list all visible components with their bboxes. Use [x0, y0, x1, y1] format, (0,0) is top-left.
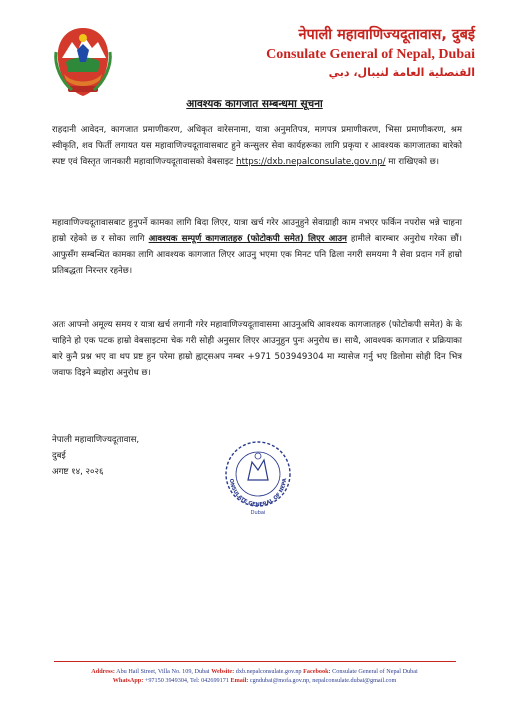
address-value: Abu Hail Street, Villa No. 109, Dubai	[114, 668, 212, 675]
whatsapp-label: WhatsApp:	[112, 677, 144, 684]
paragraph-2-emphasis: आवश्यक सम्पूर्ण कागजातहरु (फोटोकपी समेत) लिएर आउन	[148, 234, 347, 244]
signoff-city: दुबई	[52, 451, 66, 461]
website-link[interactable]: https://dxb.nepalconsulate.gov.np/	[236, 157, 386, 167]
svg-text:Dubai: Dubai	[250, 510, 266, 516]
paragraph-3: अतः आफ्नो अमूल्य समय र यात्रा खर्च लगानी गरेर महावाणिज्यदूतावासमा आउनुअघि आवश्यक कागजातहरु (फोटोकपी समेत) के के चाहिने हो एक पटक हाम्रो वेबसाइटमा चेक गरी सोही अनुसार लिएर आउनुहुन पुनः अनुरोध छ। साथै, आवश्यक कागजात र प्रक्रियाका बारे कुनै प्रश्न भए वा थप प्रष्ट हुन परेमा हाम्रो ह्वाट्सअप नम्बर +971 503949304 मा म्यासेज गर्नु भए डिलोमा सोही दिन भित्र जवाफ दिइने ब्यहोरा अनुरोध छ।	[52, 320, 462, 378]
letterhead	[266, 26, 475, 80]
notice-subject-text: आवश्यक कागजात सम्बन्धमा सूचना	[186, 98, 323, 110]
footer-contact	[0, 667, 509, 685]
email-value[interactable]: cgndubai@mofa.gov.np, nepalconsulate.dubai@gmail.com	[248, 677, 397, 684]
letterhead-english: Consulate General of Nepal, Dubai	[266, 47, 475, 62]
notice-subject	[0, 92, 509, 111]
address-label: Address:	[91, 668, 115, 675]
footer-line-2	[0, 676, 509, 685]
facebook-value[interactable]: Consulate General of Nepal Dubai	[330, 668, 418, 675]
footer-divider	[54, 661, 456, 662]
website-label: Website:	[211, 668, 235, 675]
signoff-date: अगष्ट १४, २०२६	[52, 467, 104, 477]
paragraph-2-start: महावाणिज्यदूतावासबाट हुनुपर्ने कामका लागि बिदा लिएर, यात्रा खर्च गरेर आउनुहुने सेवाग्राही काम नभएर फर्किन नपरोस भन्ने चाहना हाम्रो रहेको छ र सोका लागि	[52, 218, 462, 244]
paragraph-1-tail: मा राखिएको छ।	[385, 157, 439, 167]
paragraph-1	[52, 122, 462, 170]
consulate-seal-stamp	[216, 434, 300, 518]
nepal-emblem-icon	[48, 22, 118, 102]
email-label: Email:	[230, 677, 249, 684]
whatsapp-value: +97150 3949304, Tel: 042699171	[143, 677, 231, 684]
letterhead-nepali: नेपाली महावाणिज्यदूतावास, दुबई	[298, 27, 475, 43]
website-value[interactable]: dxb.nepalconsulate.gov.np	[234, 668, 304, 675]
paragraph-2	[52, 215, 462, 279]
paragraph-1-text: राहदानी आवेदन, कागजात प्रमाणीकरण, अधिकृत वारेसनामा, यात्रा अनुमतिपत्र, मागपत्र प्रमाणीकरण, भिसा प्रमाणीकरण, श्रम स्वीकृति, शव फिर्ती लगायत यस महावाणिज्यदूतावासबाट हुने कन्सुलर सेवा कार्यहरूका लागि प्रकृया र आवश्यक कागजातका बारेको स्पष्ट एवं विस्तृत जानकारी महावाणिज्यदूतावासको वेबसाइट	[52, 125, 462, 167]
letterhead-arabic: القنصلية العامة لنيبال، دبي	[328, 66, 475, 79]
facebook-label: Facebook:	[303, 668, 331, 675]
signoff	[52, 432, 139, 480]
svg-text:CONSULATE GENERAL OF NEPAL: ONSULATE GENERAL OF NEPA	[227, 478, 289, 509]
footer-line-1	[0, 667, 509, 676]
signoff-office: नेपाली महावाणिज्यदूतावास,	[52, 435, 140, 445]
paragraph-2-end: हामीले बारम्बार अनुरोध गरेका छौं। आफुसँग सम्बन्धित कामका लागि आवश्यक कागजात लिएर आउनु भएमा एक मिनट पनि ढिला नगरी समयमा नै सेवा प्रदान गर्ने हाम्रो प्रतिबद्धता निरन्तर रहनेछ।	[52, 234, 462, 276]
